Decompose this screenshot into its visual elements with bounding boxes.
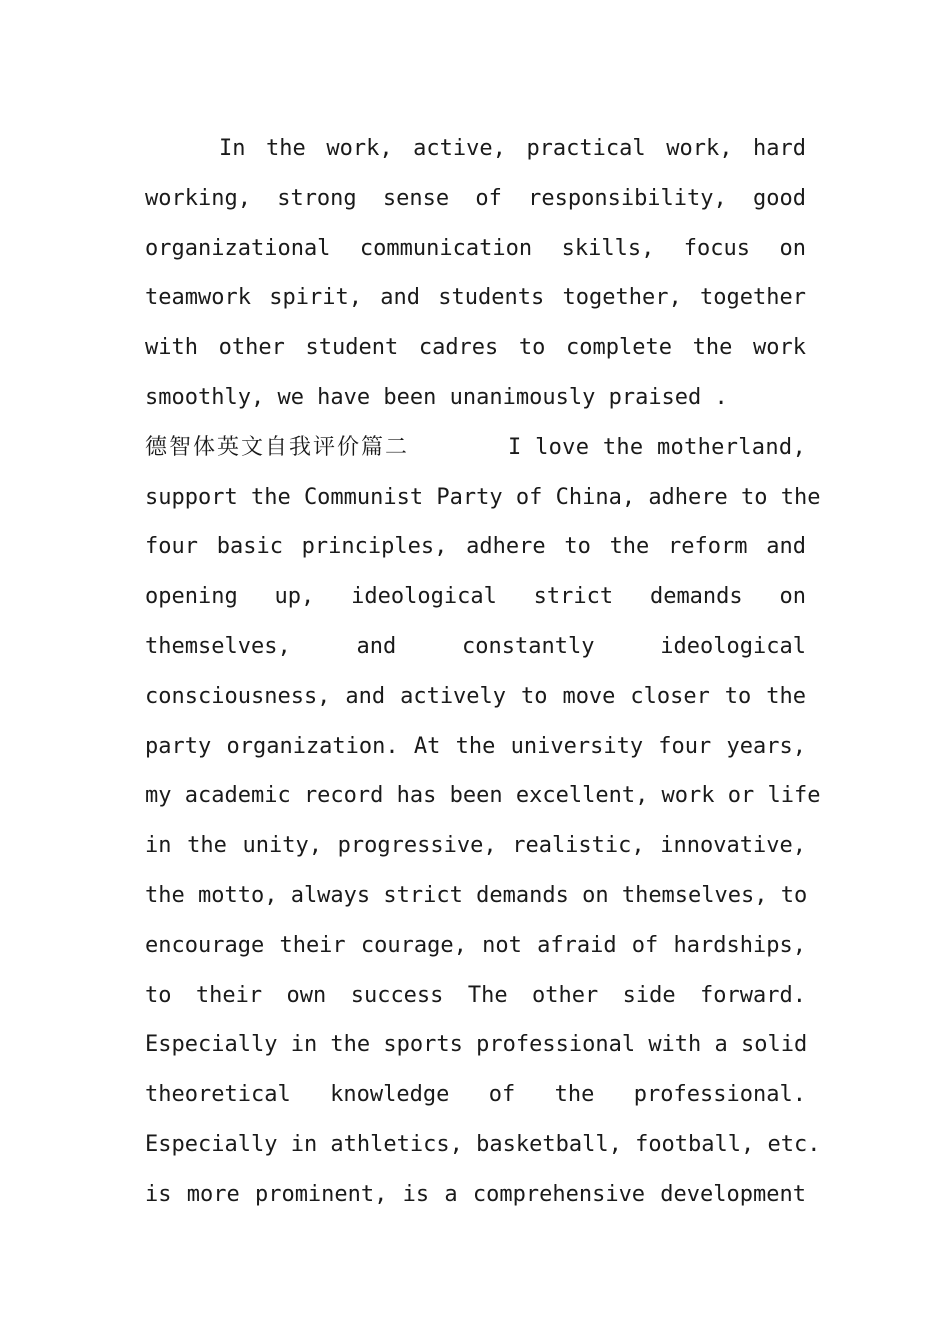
paragraph-2-line-13: theoretical knowledge of the professional. <box>145 1082 806 1108</box>
paragraph-1-line-3: organizational communication skills, focus on <box>145 235 806 261</box>
paragraph-2-line-3: opening up, ideological strict demands on <box>145 584 806 610</box>
paragraph-2-line-14: Especially in athletics, basketball, football, etc. <box>145 1131 821 1157</box>
paragraph-1-line-4: teamwork spirit, and students together, together <box>145 285 806 311</box>
paragraph-2-line-2: four basic principles, adhere to the reform and <box>145 534 806 560</box>
document-page <box>145 124 821 1220</box>
paragraph-2-line-10: encourage their courage, not afraid of hardships, <box>145 932 806 958</box>
paragraph-2-line-6: party organization. At the university four years, <box>145 733 806 759</box>
paragraph-2-line-1: support the Communist Party of China, adhere to the <box>145 484 821 510</box>
paragraph-2-line-11: to their own success The other side forward. <box>145 982 806 1008</box>
paragraph-2-line-15: is more prominent, is a comprehensive development <box>145 1181 806 1207</box>
paragraph-2-line-4: themselves, and constantly ideological <box>145 633 806 659</box>
paragraph-2-line-7: my academic record has been excellent, work or life <box>145 783 821 809</box>
section-heading: 德智体英文自我评价篇二 <box>145 434 410 460</box>
paragraph-1-line-6: smoothly, we have been unanimously praised . <box>145 384 728 410</box>
paragraph-1-line-2: working, strong sense of responsibility, good <box>145 185 806 211</box>
paragraph-2-line-12: Especially in the sports professional with a solid <box>145 1032 808 1058</box>
paragraph-1-line-5: with other student cadres to complete the work <box>145 335 806 361</box>
paragraph-2-line-9: the motto, always strict demands on themselves, to <box>145 882 808 908</box>
paragraph-2-line-8: in the unity, progressive, realistic, innovative, <box>145 833 806 859</box>
paragraph-2-line-5: consciousness, and actively to move closer to the <box>145 683 806 709</box>
paragraph-1-line-1: In the work, active, practical work, hard <box>219 136 806 161</box>
heading-row <box>145 423 806 473</box>
paragraph-2-first-line: I love the motherland, <box>508 434 806 460</box>
